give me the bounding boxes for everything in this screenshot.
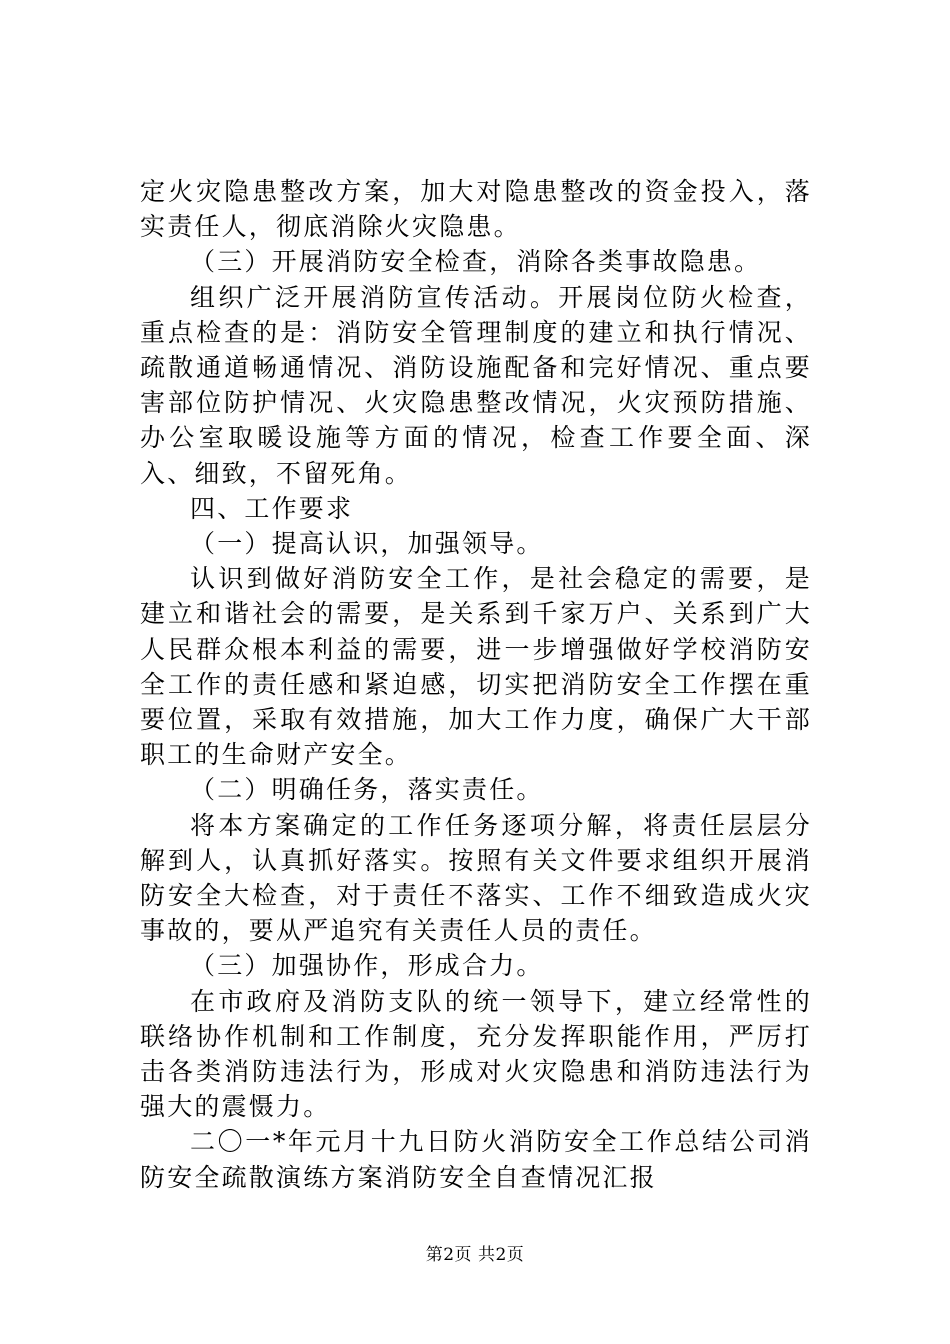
paragraph: 在市政府及消防支队的统一领导下，建立经常性的联络协作机制和工作制度，充分发挥职能作用，严厉打击各类消防违法行为，形成对火灾隐患和消防违法行为强大的震慑力。	[140, 986, 812, 1122]
paragraph: 组织广泛开展消防宣传活动。开展岗位防火检查，重点检查的是：消防安全管理制度的建立和执行情况、疏散通道畅通情况、消防设施配备和完好情况、重点要害部位防护情况、火灾隐患整改情况，火灾预防措施、办公室取暖设施等方面的情况，检查工作要全面、深入、细致，不留死角。	[140, 282, 812, 488]
section-heading: 四、工作要求	[190, 493, 354, 523]
document-body	[140, 174, 812, 1195]
paragraph: 二〇一*年元月十九日防火消防安全工作总结公司消防安全疏散演练方案消防安全自查情况汇报	[140, 1127, 812, 1192]
paragraph: 认识到做好消防安全工作，是社会稳定的需要，是建立和谐社会的需要，是关系到千家万户、关系到广大人民群众根本利益的需要，进一步增强做好学校消防安全工作的责任感和紧迫感，切实把消防安全工作摆在重要位置，采取有效措施，加大工作力度，确保广大干部职工的生命财产安全。	[140, 564, 812, 770]
section-heading: （三）开展消防安全检查，消除各类事故隐患。	[190, 247, 762, 277]
paragraph: 将本方案确定的工作任务逐项分解，将责任层层分解到人，认真抓好落实。按照有关文件要求组织开展消防安全大检查，对于责任不落实、工作不细致造成火灾事故的，要从严追究有关责任人员的责任。	[140, 810, 812, 946]
page-footer: 第2页 共2页	[425, 1245, 525, 1265]
paragraph-continued: 定火灾隐患整改方案，加大对隐患整改的资金投入，落实责任人，彻底消除火灾隐患。	[140, 177, 812, 242]
section-heading: （二）明确任务，落实责任。	[190, 775, 544, 805]
section-heading: （三）加强协作，形成合力。	[190, 951, 544, 981]
section-heading: （一）提高认识，加强领导。	[190, 529, 544, 559]
